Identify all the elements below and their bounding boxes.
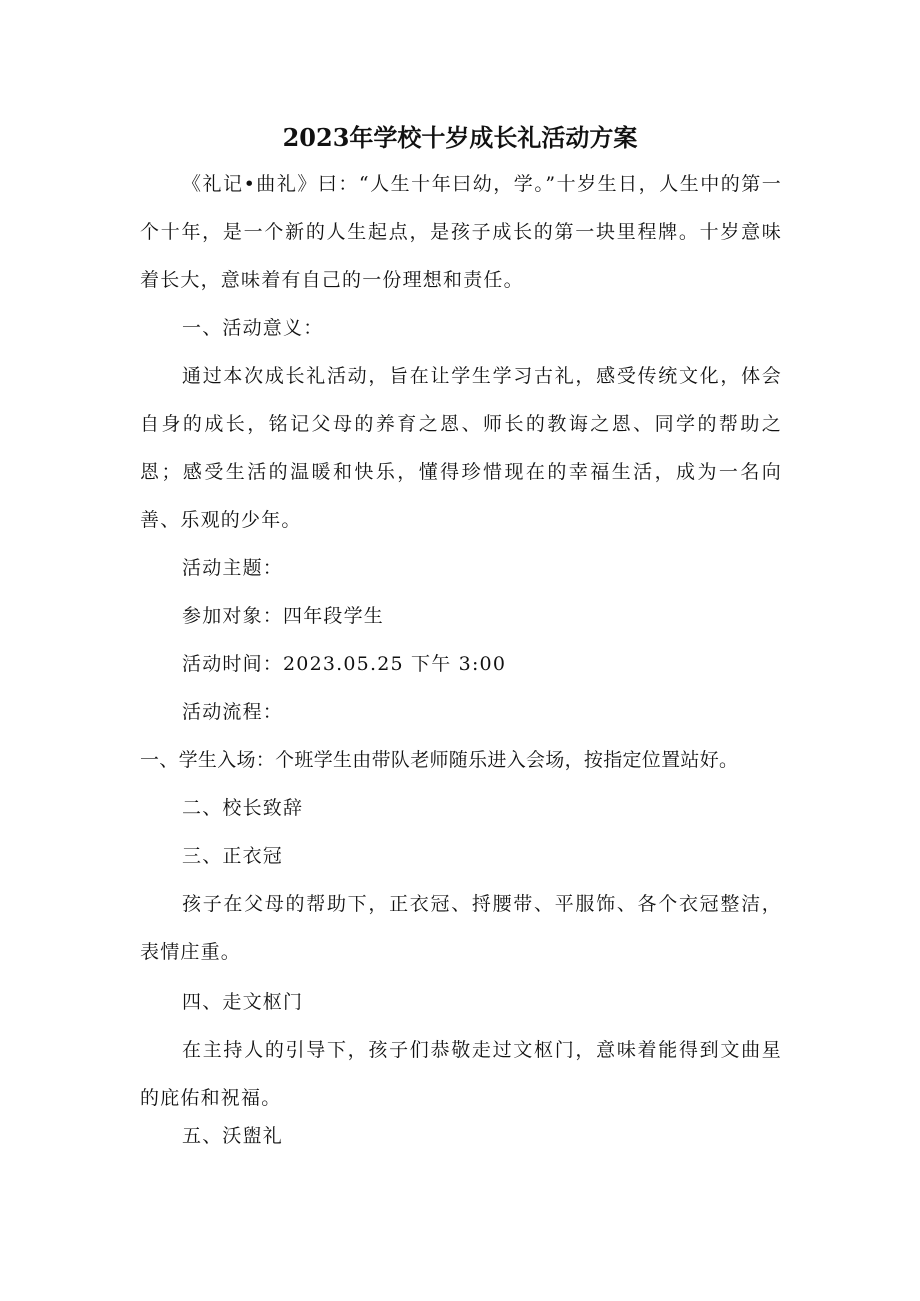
process-step-4: 四、走文枢门: [182, 991, 304, 1013]
step-4-paragraph: 在主持人的引导下，孩子们恭敬走过文枢门，意味着能得到文曲星的庇佑和祝福。: [140, 1039, 782, 1109]
process-step-5: 五、沃盥礼: [182, 1125, 284, 1147]
process-step-2: 二、校长致辞: [182, 797, 304, 819]
step-3-paragraph: 孩子在父母的帮助下，正衣冠、捋腰带、平服饰、各个衣冠整洁，表情庄重。: [140, 893, 782, 963]
significance-paragraph: 通过本次成长礼活动，旨在让学生学习古礼，感受传统文化，体会自身的成长，铭记父母的养育之恩、师长的教诲之恩、同学的帮助之恩；感受生活的温暖和快乐，懂得珍惜现在的幸福生活，成为一名向善、乐观的少年。: [140, 365, 782, 531]
activity-time: 活动时间：2023.05.25 下午 3:00: [182, 653, 507, 675]
process-step-3: 三、正衣冠: [182, 845, 284, 867]
activity-participants: 参加对象：四年段学生: [182, 605, 385, 627]
process-step-1: 一、学生入场：个班学生由带队老师随乐进入会场，按指定位置站好。: [140, 749, 739, 771]
activity-process-heading: 活动流程：: [182, 701, 284, 723]
activity-theme: 活动主题：: [182, 557, 284, 579]
document-title: 2023年学校十岁成长礼活动方案: [282, 123, 638, 152]
section-heading-significance: 一、活动意义：: [182, 317, 324, 339]
intro-paragraph: 《礼记•曲礼》曰：“人生十年曰幼，学。”十岁生日，人生中的第一个十年，是一个新的人生起点，是孩子成长的第一块里程牌。十岁意味着长大，意味着有自己的一份理想和责任。: [140, 173, 782, 291]
